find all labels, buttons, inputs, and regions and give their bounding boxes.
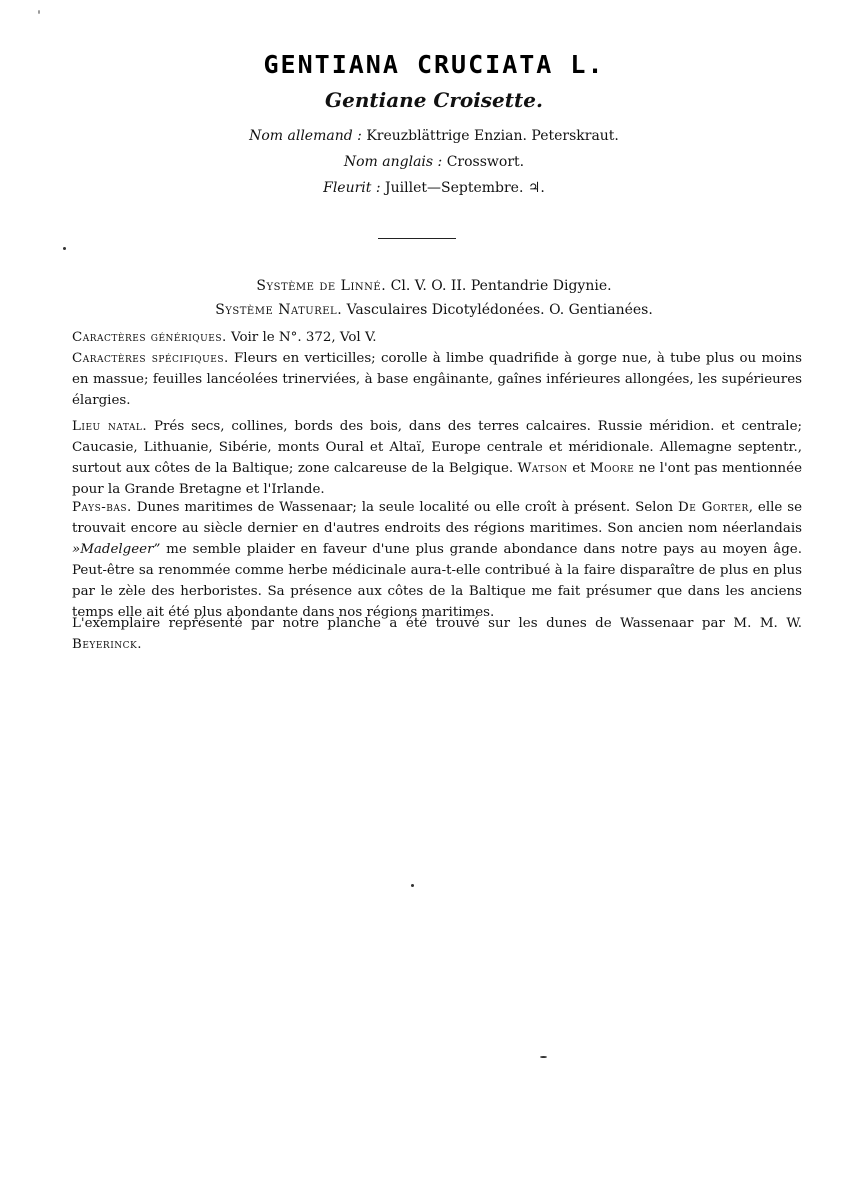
german-name-value: Kreuzblättrige Enzian. Peterskraut. (366, 128, 619, 144)
netherlands-text-1: Dunes maritimes de Wassenaar; la seule localité ou elle croît à présent. Selon (136, 500, 674, 515)
netherlands-paragraph (72, 497, 802, 623)
scan-speck (38, 10, 40, 14)
generic-characters-paragraph (72, 327, 802, 348)
german-name-label: Nom allemand : (249, 128, 362, 144)
linne-system-label: Système de Linné. (256, 278, 387, 294)
native-habitat-label: Lieu natal. (72, 419, 148, 434)
german-name-line (0, 128, 868, 144)
specimen-paragraph (72, 613, 802, 655)
flowering-label: Fleurit : (323, 180, 381, 196)
scan-speck (411, 884, 414, 887)
generic-characters-label: Caractères génériques. (72, 330, 227, 345)
scan-speck (63, 247, 66, 250)
netherlands-text-2: , elle se trouvait encore au siècle dernier en d'autres endroits des régions maritimes. Son ancien nom néerlandais (72, 500, 802, 536)
species-title: GENTIANA CRUCIATA L. (263, 50, 605, 79)
natural-system-label: Système Naturel. (215, 302, 343, 318)
netherlands-label: Pays-bas. (72, 500, 132, 515)
native-habitat-text-end: ne l'ont pas mentionnée pour la Grande Bretagne et l'Irlande. (72, 461, 803, 497)
netherlands-text-3: me semble plaider en faveur d'une plus grande abondance dans notre pays au moyen âge. Peut-être sa renommée comme herbe médicinale aura-t-elle contribué à la faire disparaître de plus en plus par le zèle des herboristes. Sa présence aux côtes de la Baltique me fait présumer que dans les anciens temps elle ait été plus abondante dans nos régions maritimes. (72, 542, 802, 620)
english-name-value: Crosswort. (446, 154, 525, 170)
author-watson: Watson (517, 461, 568, 476)
native-habitat-text: Prés secs, collines, bords des bois, dans des terres calcaires. Russie méridion. et centrale; Caucasie, Lithuanie, Sibérie, monts Oural et Altaï, Europe centrale et méridionale. Allemagne septentr., surtout aux côtes de la Baltique; zone calcareuse de la Belgique. (72, 419, 803, 476)
french-common-name: Gentiane Croisette. (325, 88, 543, 112)
natural-system-value: Vasculaires Dicotylédonées. O. Gentianées. (346, 302, 653, 318)
old-dutch-name: »Madelgeer” (72, 542, 161, 557)
linne-system-value: Cl. V. O. II. Pentandrie Digynie. (390, 278, 612, 294)
generic-characters-text: Voir le N°. 372, Vol V. (231, 330, 377, 345)
natural-system-line (0, 302, 868, 318)
author-moore: Moore (589, 461, 635, 476)
flowering-line (0, 180, 868, 196)
native-habitat-paragraph (72, 416, 802, 500)
english-name-label: Nom anglais : (343, 154, 443, 170)
collector-name: Beyerinck. (72, 637, 142, 652)
scan-speck (540, 1056, 547, 1058)
specific-characters-label: Caractères spécifiques. (72, 351, 229, 366)
flowering-value: Juillet—Septembre. ♃. (385, 180, 545, 196)
specimen-text: L'exemplaire représenté par notre planche a été trouvé sur les dunes de Wassenaar par M. M. W. (72, 616, 802, 631)
specific-characters-text: Fleurs en verticilles; corolle à limbe quadrifide à gorge nue, à tube plus ou moins en massue; feuilles lancéolées trinerviées, à base engâinante, gaînes inférieures allongées, les supérieures élargies. (72, 351, 802, 408)
author-de-gorter: De Gorter (678, 500, 749, 515)
specific-characters-paragraph (72, 348, 802, 411)
linne-system-line (0, 278, 868, 294)
section-divider (378, 238, 456, 239)
english-name-line (0, 154, 868, 170)
conjunction-et: et (572, 461, 586, 476)
